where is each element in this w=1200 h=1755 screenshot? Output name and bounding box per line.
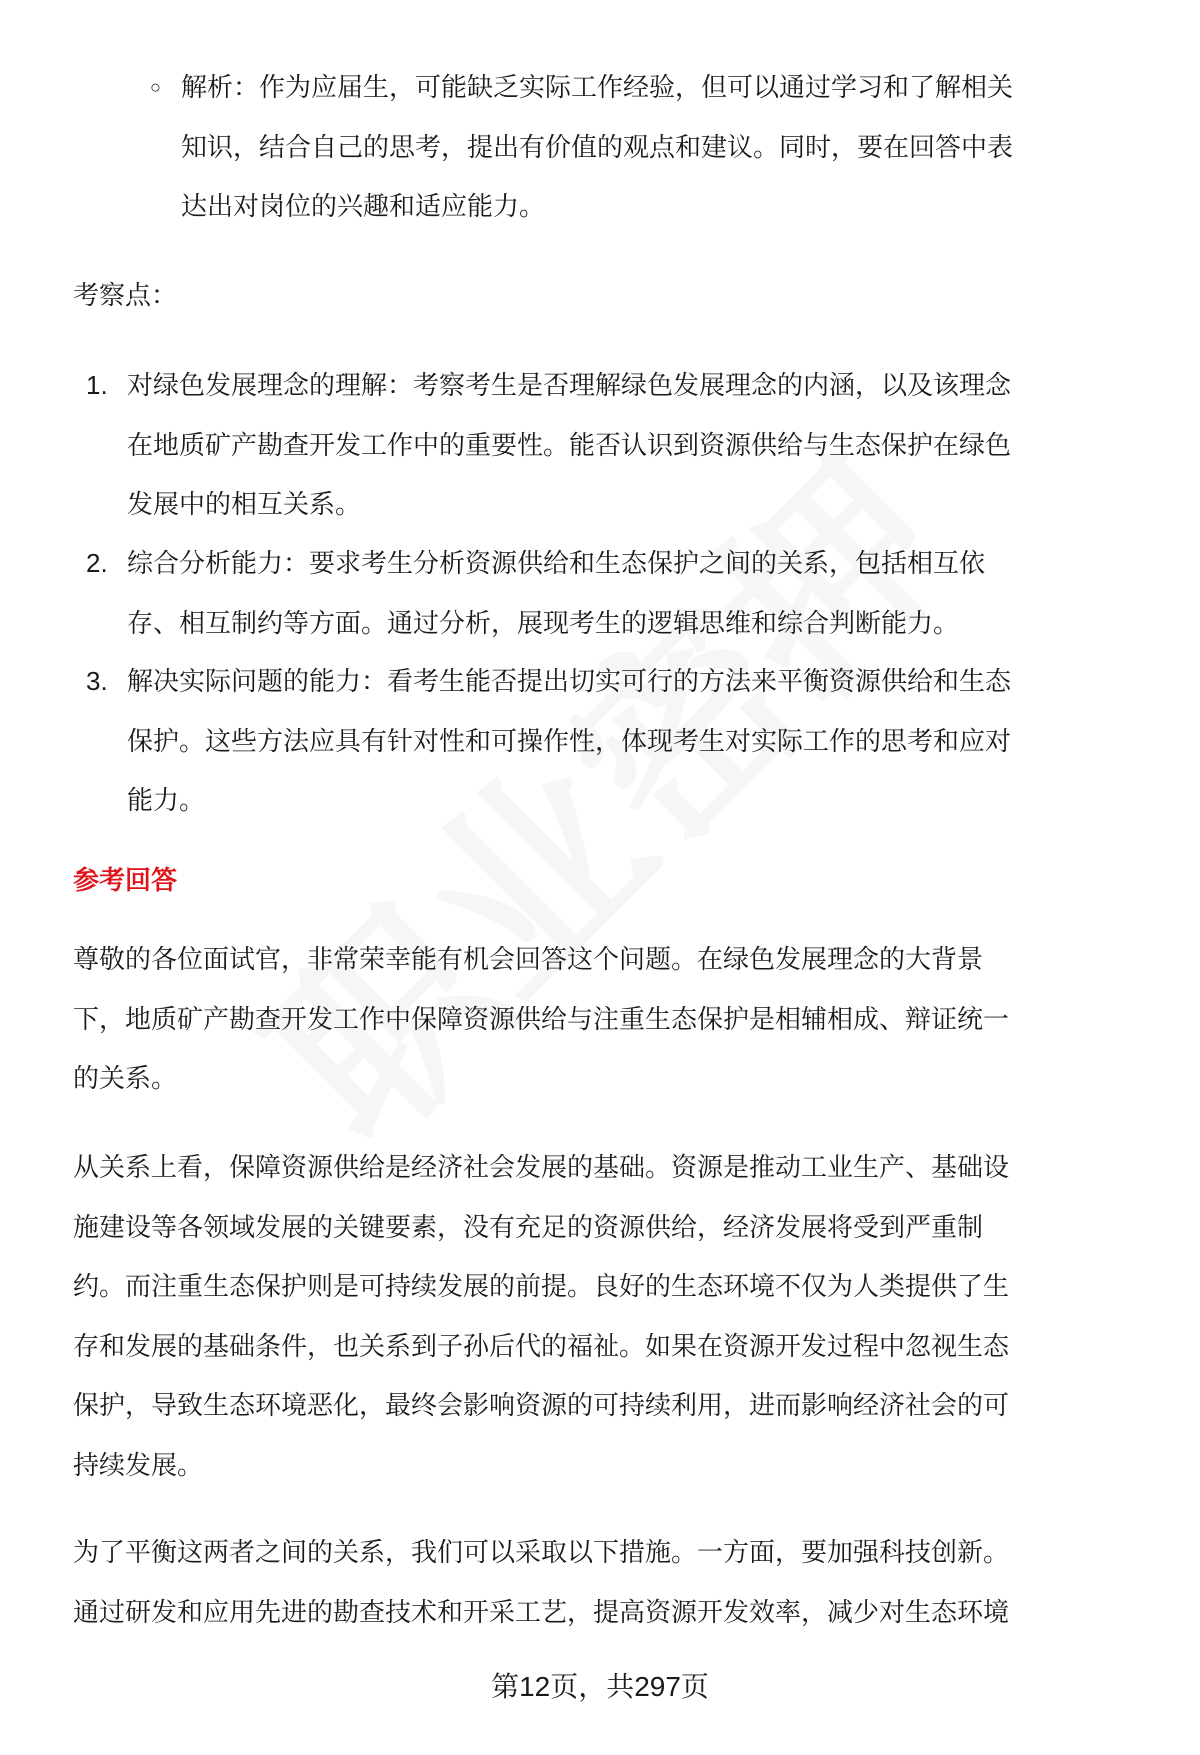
text-line: 保护，导致生态环境恶化，最终会影响资源的可持续利用，进而影响经济社会的可 bbox=[73, 1390, 1010, 1420]
answer-paragraph-3 bbox=[73, 1523, 1009, 1642]
text-line: 解决实际问题的能力：看考生能否提出切实可行的方法来平衡资源供给和生态 bbox=[127, 666, 1012, 696]
text-line: 施建设等各领域发展的关键要素，没有充足的资源供给，经济发展将受到严重制 bbox=[73, 1211, 984, 1242]
text-line: 解析：作为应届生，可能缺乏实际工作经验，但可以通过学习和了解相关 bbox=[181, 72, 1014, 102]
text-line: 通过研发和应用先进的勘查技术和开采工艺，提高资源开发效率，减少对生态环境 bbox=[73, 1596, 1010, 1627]
exam-point-item-3 bbox=[0, 652, 1200, 831]
text-line: 从关系上看，保障资源供给是经济社会发展的基础。资源是推动工业生产、基础设 bbox=[73, 1152, 1010, 1182]
text-line: 综合分析能力：要求考生分析资源供给和生态保护之间的关系，包括相互依 bbox=[127, 548, 986, 578]
exam-points-heading: 考察点： bbox=[73, 280, 178, 310]
text-line: 尊敬的各位面试官，非常荣幸能有机会回答这个问题。在绿色发展理念的大背景 bbox=[73, 944, 984, 974]
text-line: 在地质矿产勘查开发工作中的重要性。能否认识到资源供给与生态保护在绿色 bbox=[127, 429, 1012, 460]
answer-paragraph-1 bbox=[73, 930, 1009, 1109]
answer-paragraph-2 bbox=[73, 1138, 1009, 1495]
item-number: 2. bbox=[86, 548, 108, 578]
text-line: 达出对岗位的兴趣和适应能力。 bbox=[181, 191, 546, 221]
text-line: 能力。 bbox=[127, 785, 206, 815]
analysis-bullet bbox=[181, 58, 1013, 237]
hollow-bullet-icon: ○ bbox=[150, 77, 161, 97]
item-number: 1. bbox=[86, 370, 108, 400]
text-line: 存、相互制约等方面。通过分析，展现考生的逻辑思维和综合判断能力。 bbox=[127, 607, 960, 638]
text-line: 持续发展。 bbox=[73, 1449, 204, 1480]
text-line: 下，地质矿产勘查开发工作中保障资源供给与注重生态保护是相辅相成、辩证统一 bbox=[73, 1003, 1010, 1034]
text-line: 为了平衡这两者之间的关系，我们可以采取以下措施。一方面，要加强科技创新。 bbox=[73, 1537, 1010, 1567]
reference-answer-heading: 参考回答 bbox=[73, 865, 178, 895]
text-line: 知识，结合自己的思考，提出有价值的观点和建议。同时，要在回答中表 bbox=[181, 131, 1014, 162]
text-line: 对绿色发展理念的理解：考察考生是否理解绿色发展理念的内涵，以及该理念 bbox=[127, 370, 1012, 400]
exam-point-item-2 bbox=[0, 534, 1200, 653]
text-line: 发展中的相互关系。 bbox=[127, 489, 362, 519]
text-line: 约。而注重生态保护则是可持续发展的前提。良好的生态环境不仅为人类提供了生 bbox=[73, 1271, 1010, 1301]
exam-point-item-1 bbox=[0, 356, 1200, 535]
page-number-footer: 第12页，共297页 bbox=[491, 1671, 709, 1702]
item-number: 3. bbox=[86, 666, 108, 696]
text-line: 存和发展的基础条件，也关系到子孙后代的福祉。如果在资源开发过程中忽视生态 bbox=[73, 1330, 1010, 1361]
text-line: 保护。这些方法应具有针对性和可操作性，体现考生对实际工作的思考和应对 bbox=[127, 725, 1012, 756]
text-line: 的关系。 bbox=[73, 1063, 178, 1093]
